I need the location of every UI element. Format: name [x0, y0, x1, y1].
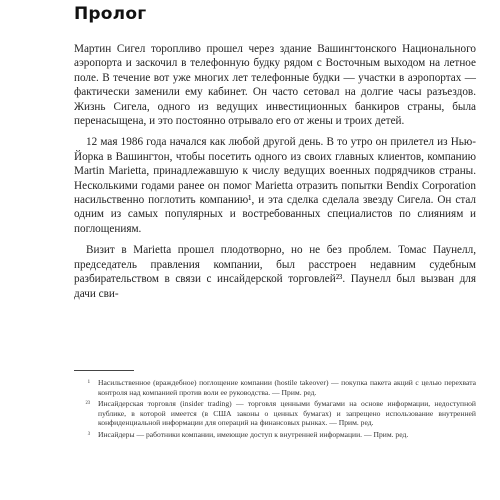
footnote-mark: ³	[87, 429, 90, 439]
chapter-heading: Пролог	[74, 4, 147, 24]
footnote-mark: ¹	[87, 378, 90, 387]
footnote-1	[74, 378, 476, 397]
footnote-divider	[74, 370, 134, 371]
footnote-text: Инсайдеры — работники компании, имеющие доступ к внутренней информации. — Прим. ред.	[98, 429, 409, 439]
footnotes	[74, 378, 476, 442]
footnote-text: Насильственное (враждебное) поглощение компании (hostile takeover) — покупка пакета акций с целью перехвата контроля над компанией против воли ее руководства. — Прим. ред.	[98, 378, 476, 397]
footnote-2	[74, 399, 476, 428]
paragraph-1: Мартин Сигел торопливо прошел через здание Вашингтонского Национального аэропорта и заскочил в телефонную будку рядом с Восточным выходом на летное поле. В течение вот уже многих лет телефонные будки — участки в аэропортах — фактически заменили ему кабинет. Он часто сетовал на долгие часы разъездов. Жизнь Сигела, одного из ведущих инвестиционных банкиров страны, была перенасыщена, и это постоянно отрывало его от жены и троих детей.	[74, 43, 476, 128]
footnote-mark: ²³	[85, 399, 90, 409]
footnote-3	[74, 430, 476, 440]
paragraph-2: 12 мая 1986 года начался как любой другой день. В то утро он прилетел из Нью-Йорка в Вашингтон, чтобы посетить одного из своих главных клиентов, компанию Martin Marietta, принадлежавшую к числу ведущих военных подрядчиков страны. Несколькими годами ранее он помог Marietta отразить попытки Bendix Corporation насильственно поглотить компанию¹, и эта сделка сделала звезду Сигела. Он стал одним из самых популярных и востребованных специалистов по слияниям и поглощениям.	[74, 136, 476, 235]
paragraph-3: Визит в Marietta прошел плодотворно, но не без проблем. Томас Паунелл, председатель правления компании, был расстроен недавним судебным разбирательством в связи с инсайдерской торговлей²³. Паунелл был вызван для дачи сви-	[74, 244, 476, 300]
footnote-text: Инсайдерская торговля (insider trading) — торговля ценными бумагами на основе информации, недоступной публике, в которой имеется (в США законы о ценных бумагах) и запрещено использование внутренней конфиденциальной информации для операций на финансовых рынках. — Прим. ред.	[98, 399, 476, 428]
body-text	[74, 42, 476, 308]
